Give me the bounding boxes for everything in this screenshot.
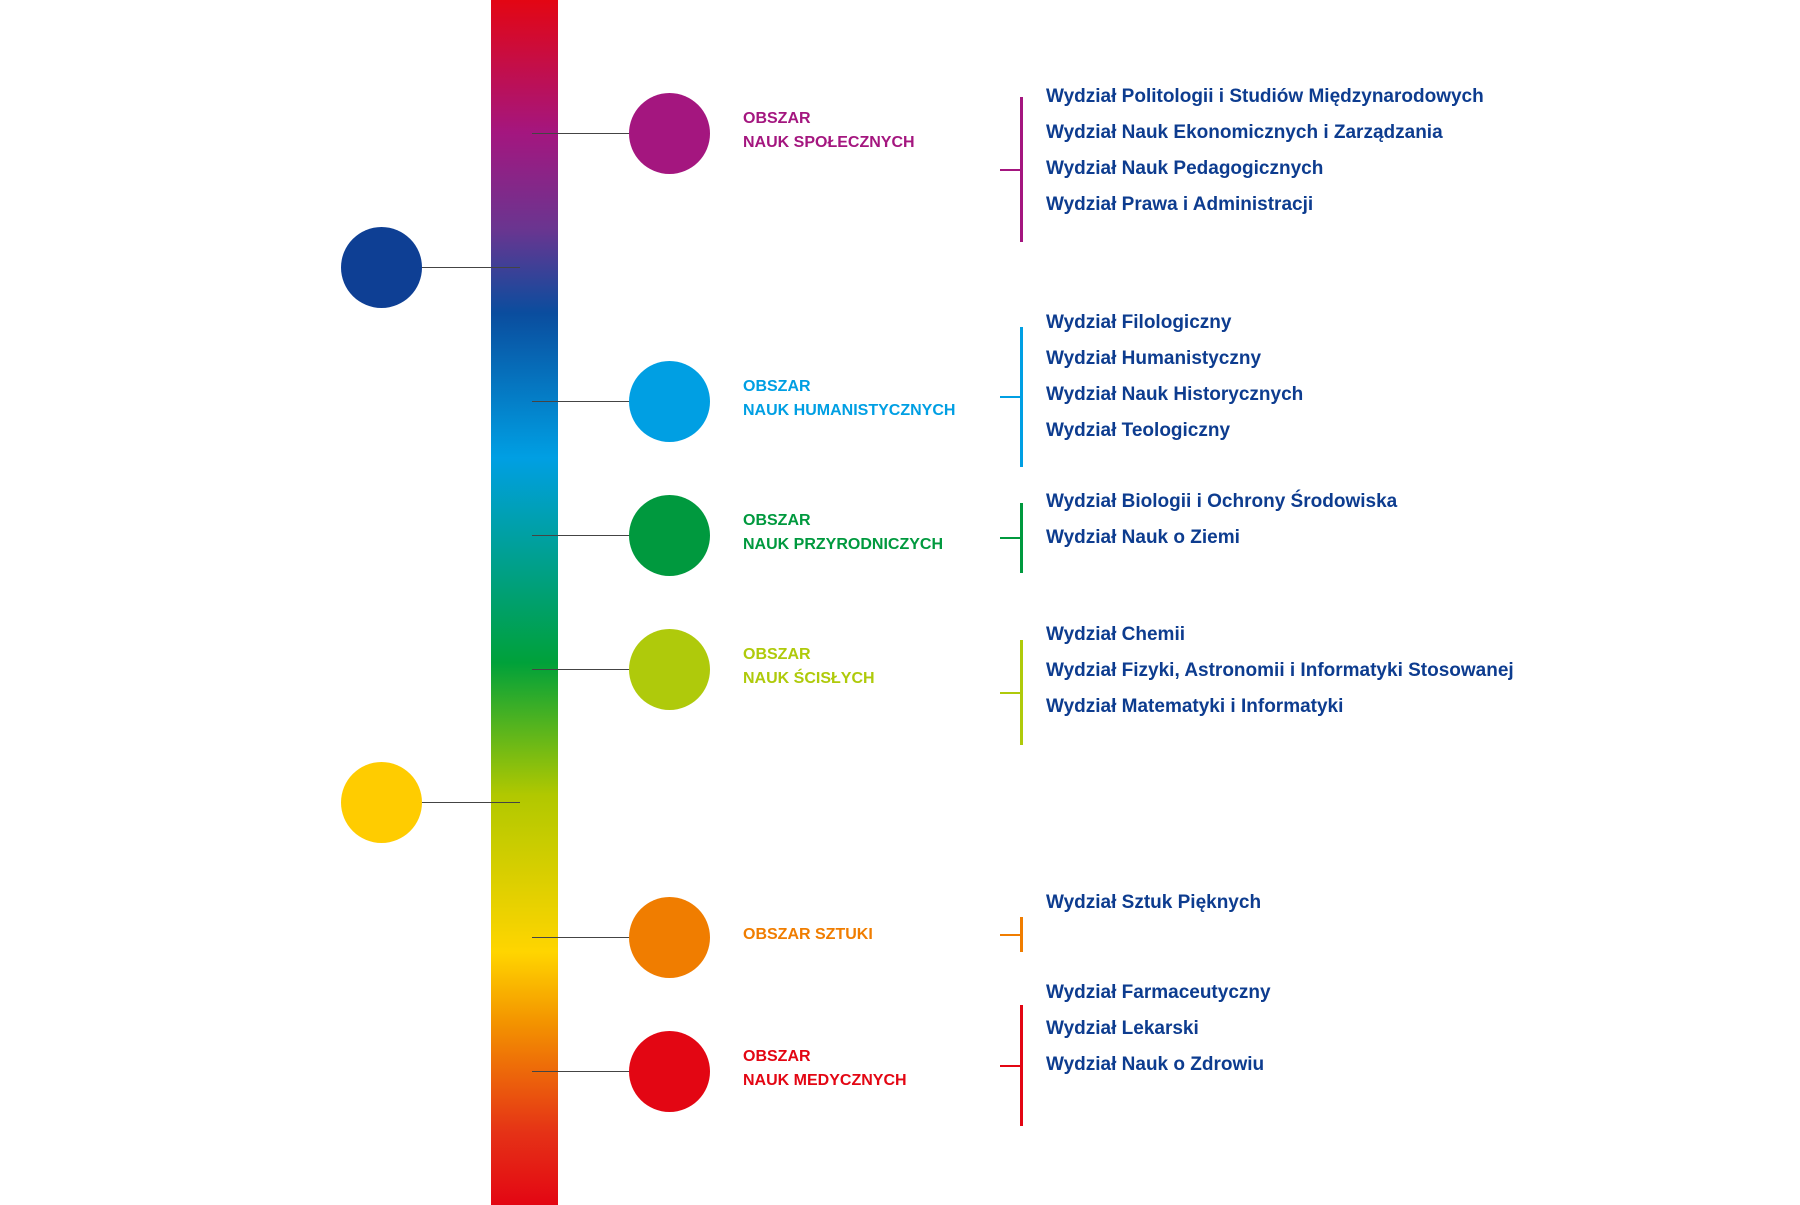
area-circle-sztuka (629, 897, 710, 978)
faculty-item: Wydział Nauk o Ziemi (1046, 527, 1240, 548)
bracket-tick (1000, 1065, 1022, 1067)
area-label-sztuka (743, 923, 873, 947)
bracket-spoleczne (1000, 97, 1024, 242)
faculty-list-przyrodnicze (1046, 484, 1397, 556)
bracket-sztuka (1000, 917, 1024, 952)
bracket-humanistyczne (1000, 327, 1024, 467)
area-connector-scisle (532, 669, 632, 670)
bracket-tick (1000, 396, 1022, 398)
area-label-line: OBSZAR SZTUKI (743, 926, 873, 943)
area-label-line: OBSZAR (743, 512, 811, 529)
bracket-tick (1000, 169, 1022, 171)
area-label-przyrodnicze (743, 509, 943, 557)
area-label-medyczne (743, 1045, 907, 1093)
faculty-item: Wydział Politologii i Studiów Międzynarodowych (1046, 86, 1484, 107)
bracket-tick (1000, 537, 1022, 539)
faculty-item: Wydział Nauk Pedagogicznych (1046, 158, 1324, 179)
bracket-tick (1000, 692, 1022, 694)
faculty-list-scisle (1046, 617, 1514, 725)
area-label-line: NAUK SPOŁECZNYCH (743, 134, 915, 151)
faculty-list-humanistyczne (1046, 305, 1303, 449)
faculty-list-medyczne (1046, 975, 1271, 1083)
bracket-tick (1000, 934, 1022, 936)
side-circle-top (341, 227, 422, 308)
area-label-line: NAUK PRZYRODNICZYCH (743, 536, 943, 553)
faculty-list-spoleczne (1046, 79, 1484, 223)
faculty-item: Wydział Lekarski (1046, 1018, 1199, 1039)
area-label-line: OBSZAR (743, 646, 811, 663)
side-connector-bottom (420, 802, 520, 803)
area-connector-przyrodnicze (532, 535, 632, 536)
area-circle-spoleczne (629, 93, 710, 174)
bracket-scisle (1000, 640, 1024, 745)
area-label-line: OBSZAR (743, 110, 811, 127)
faculty-item: Wydział Teologiczny (1046, 420, 1231, 441)
faculty-item: Wydział Matematyki i Informatyki (1046, 696, 1344, 717)
area-connector-humanistyczne (532, 401, 632, 402)
area-label-line: OBSZAR (743, 1048, 811, 1065)
area-circle-przyrodnicze (629, 495, 710, 576)
area-label-line: OBSZAR (743, 378, 811, 395)
area-label-line: NAUK HUMANISTYCZNYCH (743, 402, 956, 419)
bracket-medyczne (1000, 1005, 1024, 1126)
faculty-item: Wydział Farmaceutyczny (1046, 982, 1271, 1003)
area-circle-humanistyczne (629, 361, 710, 442)
area-circle-medyczne (629, 1031, 710, 1112)
faculty-item: Wydział Chemii (1046, 624, 1186, 645)
area-label-scisle (743, 643, 875, 691)
faculty-item: Wydział Fizyki, Astronomii i Informatyki Stosowanej (1046, 660, 1514, 681)
faculty-item: Wydział Humanistyczny (1046, 348, 1262, 369)
area-label-spoleczne (743, 107, 915, 155)
area-label-humanistyczne (743, 375, 955, 423)
area-circle-scisle (629, 629, 710, 710)
faculty-item: Wydział Biologii i Ochrony Środowiska (1046, 491, 1398, 512)
area-connector-spoleczne (532, 133, 632, 134)
faculty-item: Wydział Nauk o Zdrowiu (1046, 1054, 1265, 1075)
faculty-item: Wydział Prawa i Administracji (1046, 194, 1314, 215)
bracket-przyrodnicze (1000, 503, 1024, 573)
area-label-line: NAUK ŚCISŁYCH (743, 670, 875, 687)
side-connector-top (420, 267, 520, 268)
faculty-item: Wydział Filologiczny (1046, 312, 1232, 333)
spectrum-bar (491, 0, 558, 1205)
area-connector-sztuka (532, 937, 632, 938)
area-connector-medyczne (532, 1071, 632, 1072)
side-circle-bottom (341, 762, 422, 843)
faculty-list-sztuka (1046, 885, 1261, 921)
faculty-item: Wydział Nauk Ekonomicznych i Zarządzania (1046, 122, 1443, 143)
faculty-item: Wydział Nauk Historycznych (1046, 384, 1304, 405)
faculty-item: Wydział Sztuk Pięknych (1046, 892, 1262, 913)
area-label-line: NAUK MEDYCZNYCH (743, 1072, 907, 1089)
